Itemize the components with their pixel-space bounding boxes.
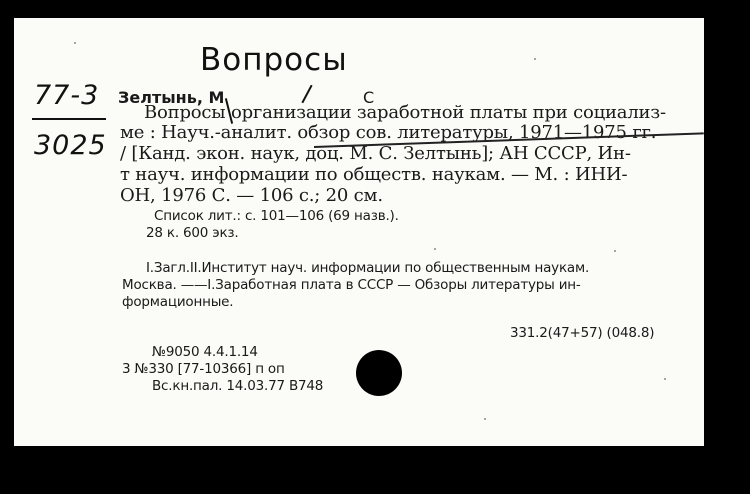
- subject-line: Москва. ——I.Заработная плата в СССР — Обзоры литературы ин-: [122, 277, 581, 293]
- scan-speck: [434, 248, 436, 250]
- author-heading: Зелтынь, М: [118, 88, 225, 107]
- code-divider-line: [32, 118, 106, 120]
- author-heading-tail: С: [363, 88, 375, 107]
- record-line: №9050 4.4.1.14: [152, 344, 258, 360]
- subject-line: I.Загл.II.Институт науч. информации по общественным наукам.: [146, 260, 590, 276]
- handwritten-code-bottom: 3025: [34, 130, 107, 161]
- description-line: Вопросы организации заработной платы при социализ-: [144, 102, 666, 123]
- scan-speck: [614, 250, 616, 252]
- udc-code: 331.2(47+57) (048.8): [510, 325, 655, 341]
- note-line: Список лит.: с. 101—106 (69 назв.).: [154, 208, 399, 224]
- scan-speck: [74, 42, 76, 44]
- description-line: ме : Науч.-аналит. обзор сов. литературы, 1971—1975 гг.: [120, 122, 657, 143]
- scan-speck: [534, 58, 536, 60]
- description-line: / [Канд. экон. наук, доц. М. С. Зелтынь]; АН СССР, Ин-: [120, 143, 631, 164]
- scan-speck: [664, 378, 666, 380]
- note-line: 28 к. 600 экз.: [146, 225, 239, 241]
- record-line: Вс.кн.пал. 14.03.77 В748: [152, 378, 324, 394]
- scan-speck: [484, 418, 486, 420]
- catalog-card: [14, 18, 704, 446]
- handwritten-title-note: Вопросы: [200, 42, 348, 78]
- description-line: т науч. информации по обществ. наукам. — М. : ИНИ-: [120, 164, 628, 185]
- description-line: ОН, 1976 С. — 106 с.; 20 см.: [120, 185, 383, 206]
- record-line: 3 №330 [77-10366] п оп: [122, 361, 285, 377]
- punch-hole: [356, 350, 402, 396]
- handwritten-code-top: 77-3: [34, 80, 100, 111]
- handwritten-stroke: [301, 85, 312, 104]
- subject-line: формационные.: [122, 294, 234, 310]
